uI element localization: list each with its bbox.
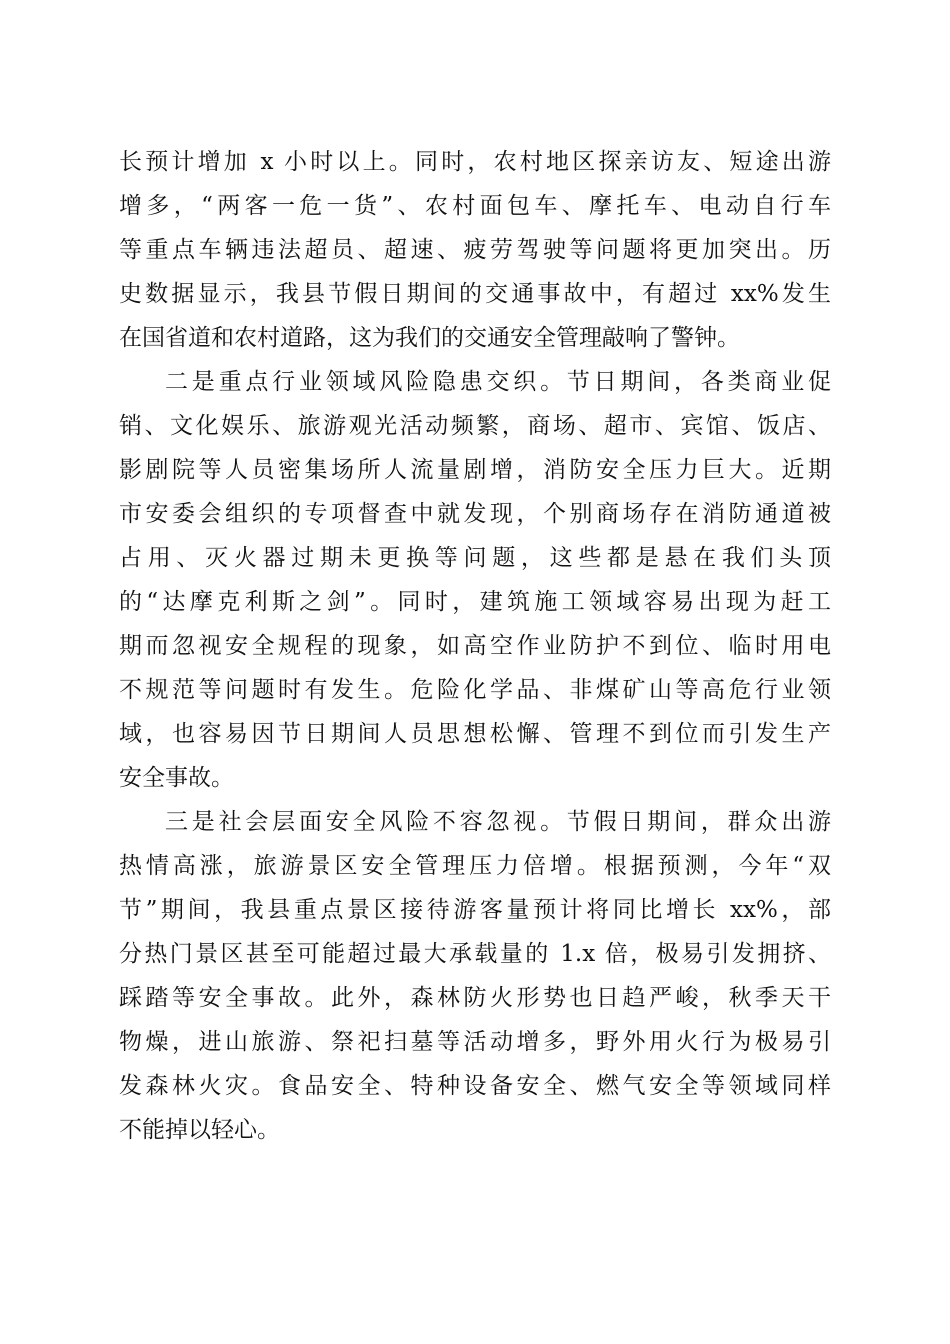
text-line: 节”期间，我县重点景区接待游客量预计将同比增长 xx%，部 — [119, 897, 831, 923]
text-line: 在国省道和农村道路，这为我们的交通安全管理敲响了警钟。 — [119, 325, 740, 351]
text-line: 等重点车辆违法超员、超速、疲劳驾驶等问题将更加突出。历 — [119, 237, 831, 263]
text-line: 不规范等问题时有发生。危险化学品、非煤矿山等高危行业领 — [119, 677, 831, 703]
text-line: 物燥，进山旅游、祭祀扫墓等活动增多，野外用火行为极易引 — [119, 1029, 831, 1055]
text-line: 影剧院等人员密集场所人流量剧增，消防安全压力巨大。近期 — [119, 457, 831, 483]
text-line: 市安委会组织的专项督查中就发现，个别商场存在消防通道被 — [119, 501, 831, 527]
text-line: 安全事故。 — [119, 765, 234, 791]
text-line: 热情高涨，旅游景区安全管理压力倍增。根据预测，今年“双 — [119, 853, 831, 879]
paragraph-heading-line: 三是社会层面安全风险不容忽视。节假日期间，群众出游 — [165, 809, 831, 835]
paragraph-social-risk — [119, 800, 831, 1152]
text-line: 分热门景区甚至可能超过最大承载量的 1.x 倍，极易引发拥挤、 — [119, 941, 831, 967]
text-line: 销、文化娱乐、旅游观光活动频繁，商场、超市、宾馆、饭店、 — [119, 413, 831, 439]
paragraph-industry-risk — [119, 360, 831, 800]
document-body — [119, 140, 831, 1152]
text-line: 发森林火灾。食品安全、特种设备安全、燃气安全等领域同样 — [119, 1073, 831, 1099]
paragraph-heading-line: 二是重点行业领域风险隐患交织。节日期间，各类商业促 — [165, 369, 831, 395]
text-line: 踩踏等安全事故。此外，森林防火形势也日趋严峻，秋季天干 — [119, 985, 831, 1011]
text-line: 域，也容易因节日期间人员思想松懈、管理不到位而引发生产 — [119, 721, 831, 747]
text-line: 的“达摩克利斯之剑”。同时，建筑施工领域容易出现为赶工 — [119, 589, 831, 615]
text-line: 史数据显示，我县节假日期间的交通事故中，有超过 xx%发生 — [119, 281, 831, 307]
text-line: 期而忽视安全规程的现象，如高空作业防护不到位、临时用电 — [119, 633, 831, 659]
paragraph-traffic-risk — [119, 140, 831, 360]
text-line: 长预计增加 x 小时以上。同时，农村地区探亲访友、短途出游 — [119, 149, 831, 175]
text-line: 增多，“两客一危一货”、农村面包车、摩托车、电动自行车 — [119, 193, 831, 219]
text-line: 占用、灭火器过期未更换等问题，这些都是悬在我们头顶 — [119, 545, 831, 571]
text-line: 不能掉以轻心。 — [119, 1117, 280, 1143]
